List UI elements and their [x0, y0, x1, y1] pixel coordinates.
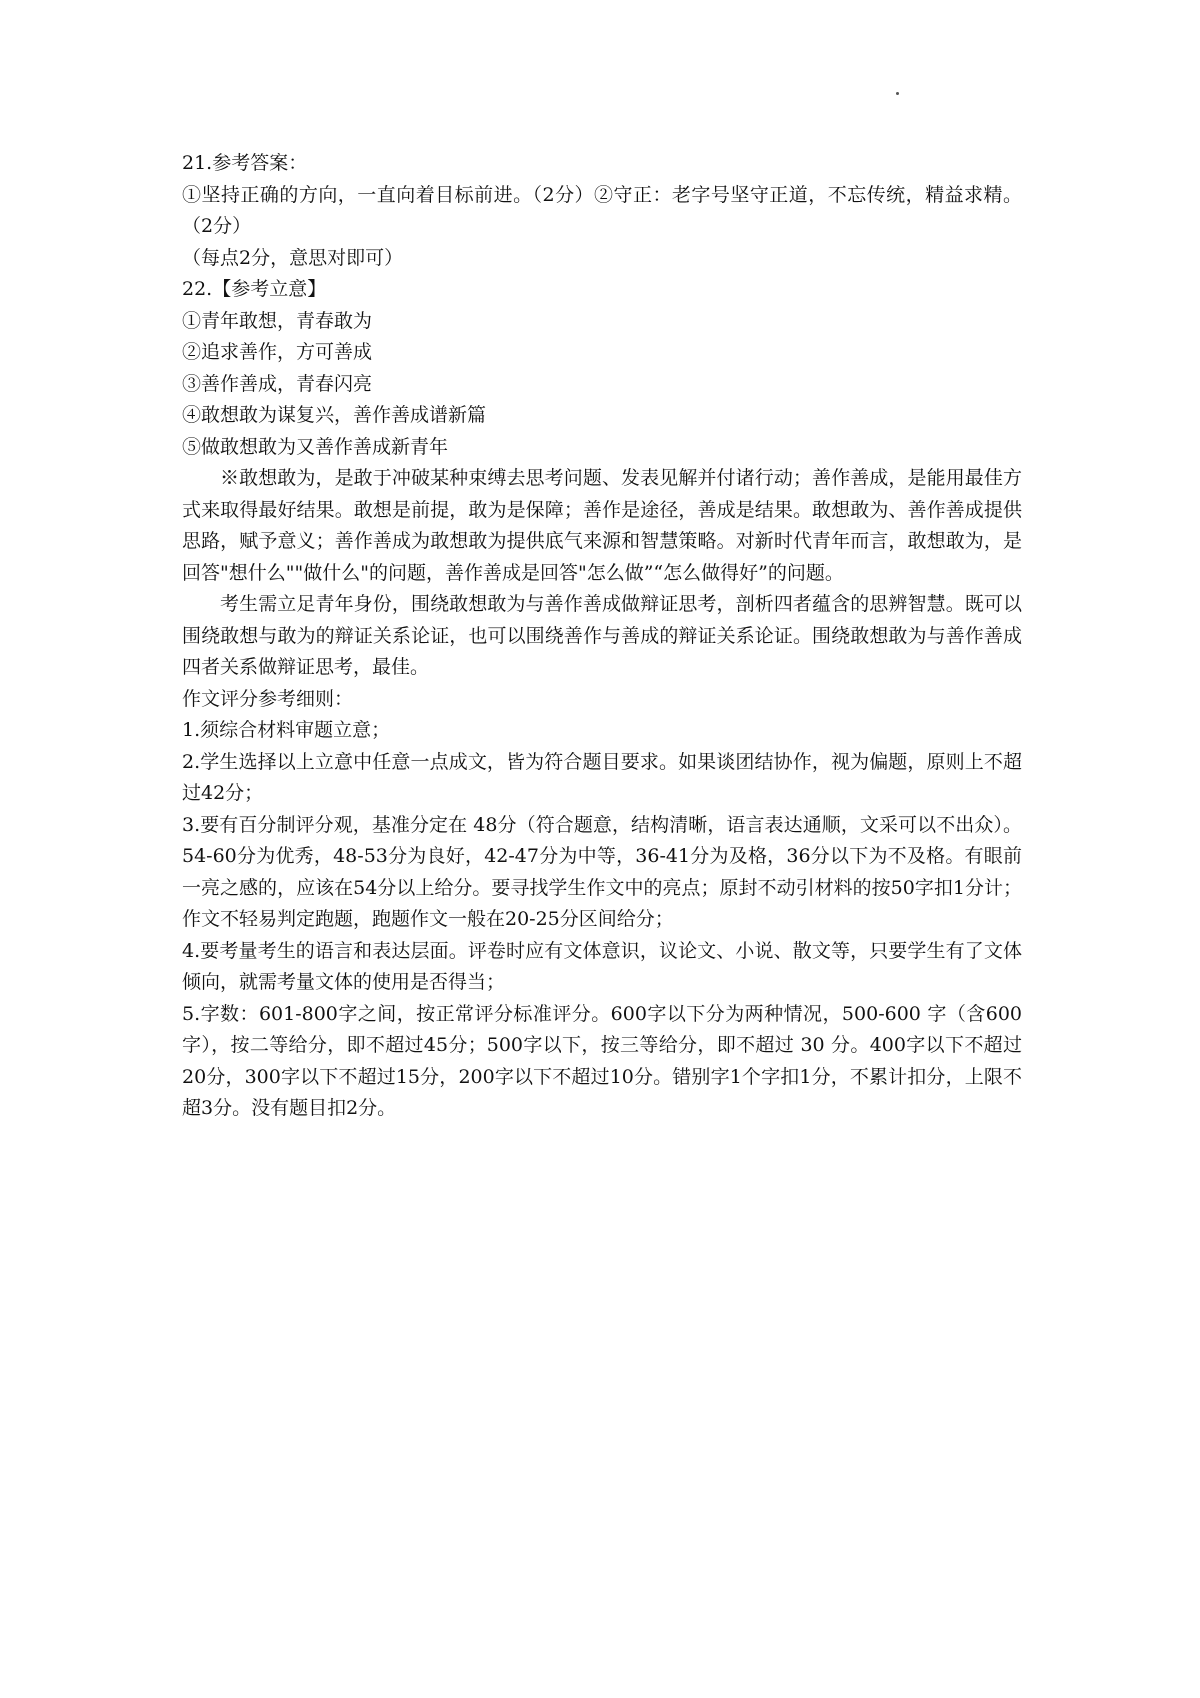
rubric-rule: 5.字数：601-800字之间，按正常评分标准评分。600字以下分为两种情况，500-600 字（含600字），按二等给分，即不超过45分；500字以下，按三等给分，即不超过 30 分。400字以下不超过20分，300字以下不超过15分，200字以下不超过10分。错别字1个字扣1分，不累计扣分，上限不超3分。没有题目扣2分。 [182, 1002, 1022, 1119]
rubric-rule: 2.学生选择以上立意中任意一点成文，皆为符合题目要求。如果谈团结协作，视为偏题，原则上不超过42分； [182, 750, 1022, 804]
idea-item: ②追求善作，方可善成 [182, 341, 373, 363]
idea-item: ④敢想敢为谋复兴，善作善成谱新篇 [182, 404, 487, 426]
q22-guidance: 考生需立足青年身份，围绕敢想敢为与善作善成做辩证思考，剖析四者蕴含的思辨智慧。既可以围绕敢想与敢为的辩证关系论证，也可以围绕善作与善成的辩证关系论证。围绕敢想敢为与善作善成四者关系做辩证思考，最佳。 [182, 593, 1022, 678]
q21-heading: 21.参考答案： [182, 152, 308, 174]
idea-item: ①青年敢想，青春敢为 [182, 309, 373, 332]
rubric-rule: 1.须综合材料审题立意； [182, 719, 391, 741]
idea-item: ⑤做敢想敢为又善作善成新青年 [182, 435, 449, 458]
page-speck [896, 92, 899, 95]
rubric-rule: 4.要考量考生的语言和表达层面。评卷时应有文体意识，议论文、小说、散文等，只要学生有了文体倾向，就需考量文体的使用是否得当； [182, 939, 1022, 993]
q21-answer: ①坚持正确的方向，一直向着目标前进。（2分）②守正：老字号坚守正道，不忘传统，精益求精。（2分） [182, 183, 1022, 237]
q22-heading: 22.【参考立意】 [182, 278, 327, 300]
document-body [182, 148, 1022, 1125]
q22-explanation: ※敢想敢为，是敢于冲破某种束缚去思考问题、发表见解并付诸行动；善作善成，是能用最佳方式来取得最好结果。敢想是前提，敢为是保障；善作是途径，善成是结果。敢想敢为、善作善成提供思路，赋予意义；善作善成为敢想敢为提供底气来源和智慧策略。对新时代青年而言，敢想敢为，是回答"想什么""做什么"的问题，善作善成是回答"怎么做”“怎么做得好”的问题。 [182, 467, 1022, 584]
q21-note: （每点2分，意思对即可） [182, 246, 404, 269]
rubric-rule: 3.要有百分制评分观，基准分定在 48分（符合题意，结构清晰，语言表达通顺，文采可以不出众）。54-60分为优秀，48-53分为良好，42-47分为中等，36-41分为及格，36分以下为不及格。有眼前一亮之感的，应该在54分以上给分。要寻找学生作文中的亮点；原封不动引材料的按50字扣1分计；作文不轻易判定跑题，跑题作文一般在20-25分区间给分； [182, 813, 1022, 930]
rubric-heading: 作文评分参考细则： [182, 687, 354, 710]
idea-item: ③善作善成，青春闪亮 [182, 372, 373, 395]
